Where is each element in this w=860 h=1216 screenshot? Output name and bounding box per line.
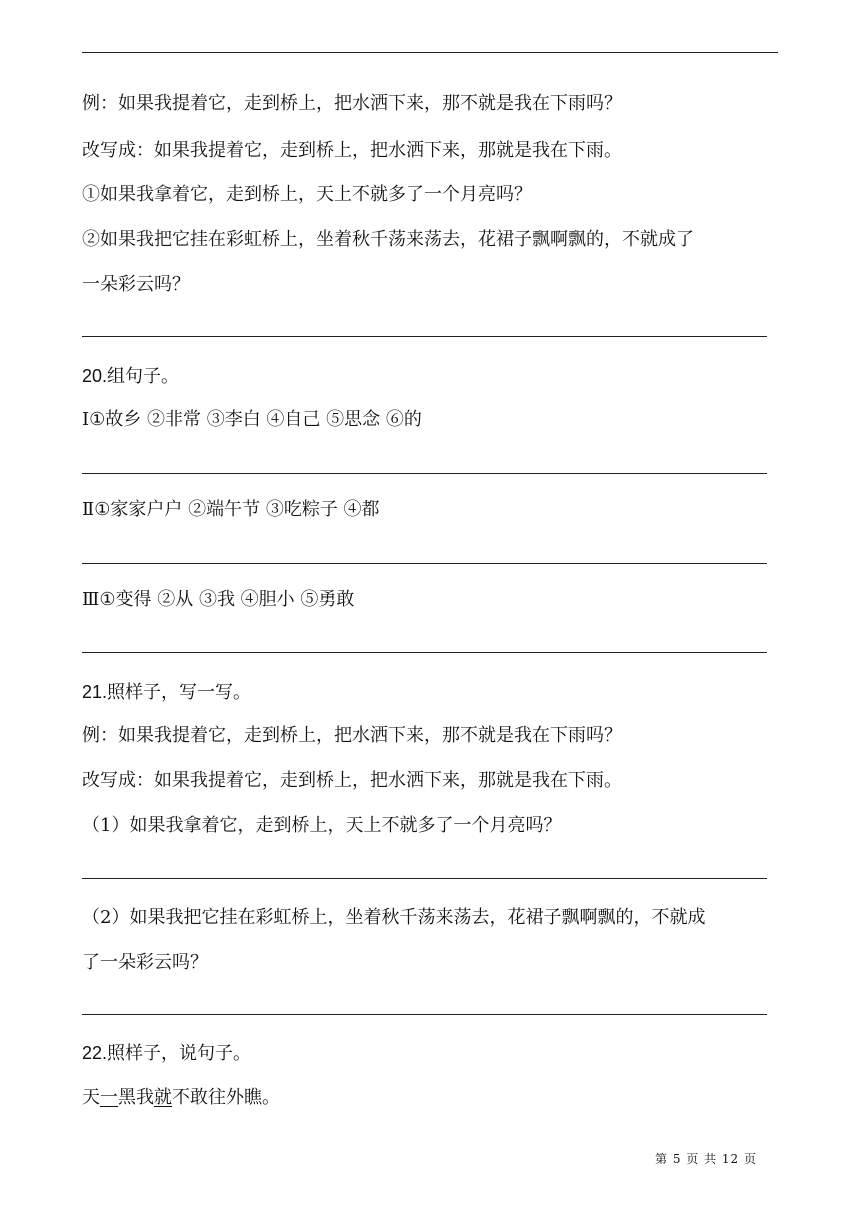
example-sentence: 例：如果我提着它，走到桥上，把水洒下来，那不就是我在下雨吗？: [82, 725, 622, 746]
page-number-footer: 第 5 页 共 12 页: [655, 1152, 757, 1166]
word-group-1: Ⅰ①故乡 ②非常 ③李白 ④自己 ⑤思念 ⑥的: [82, 409, 422, 430]
question-21-heading: [82, 680, 251, 705]
underlined-word: 就: [154, 1087, 172, 1108]
rewritten-sentence: 改写成：如果我提着它，走到桥上，把水洒下来，那就是我在下雨。: [82, 140, 622, 161]
question-22-heading: [82, 1041, 251, 1066]
answer-line[interactable]: [82, 652, 767, 653]
exercise-item-2-line-2: 了一朵彩云吗？: [82, 952, 208, 973]
rewritten-sentence: 改写成：如果我提着它，走到桥上，把水洒下来，那就是我在下雨。: [82, 770, 622, 791]
question-number: 21.: [82, 682, 108, 702]
question-20-heading: [82, 364, 179, 389]
answer-line[interactable]: [82, 473, 767, 474]
underlined-word: 一: [100, 1087, 118, 1108]
question-number: 20.: [82, 366, 108, 386]
exercise-item-2-line-1: （2）如果我把它挂在彩虹桥上，坐着秋千荡来荡去，花裙子飘啊飘的，不就成: [82, 907, 706, 928]
question-title: 组句子。: [107, 366, 180, 387]
answer-line[interactable]: [82, 878, 767, 879]
exercise-item-2-line-2: 一朵彩云吗？: [82, 274, 190, 295]
sentence-part: 黑我: [118, 1087, 154, 1108]
answer-line[interactable]: [82, 563, 767, 564]
answer-line[interactable]: [82, 336, 767, 337]
exercise-item-1: ①如果我拿着它，走到桥上，天上不就多了一个月亮吗？: [82, 184, 532, 205]
question-number: 22.: [82, 1043, 108, 1063]
header-rule: [82, 52, 778, 53]
word-group-2: Ⅱ①家家户户 ②端午节 ③吃粽子 ④都: [82, 499, 380, 520]
sentence-part: 天: [82, 1087, 100, 1108]
question-title: 照样子，写一写。: [107, 682, 252, 703]
question-title: 照样子，说句子。: [107, 1043, 252, 1064]
answer-line[interactable]: [82, 1014, 767, 1015]
word-group-3: Ⅲ①变得 ②从 ③我 ④胆小 ⑤勇敢: [82, 589, 355, 610]
exercise-item-2-line-1: ②如果我把它挂在彩虹桥上，坐着秋千荡来荡去，花裙子飘啊飘的，不就成了: [82, 229, 694, 250]
exercise-item-1: （1）如果我拿着它，走到桥上，天上不就多了一个月亮吗？: [82, 815, 562, 836]
example-sentence: [82, 1086, 280, 1110]
example-sentence: 例：如果我提着它，走到桥上，把水洒下来，那不就是我在下雨吗？: [82, 93, 622, 114]
sentence-part: 不敢往外瞧。: [172, 1087, 280, 1108]
